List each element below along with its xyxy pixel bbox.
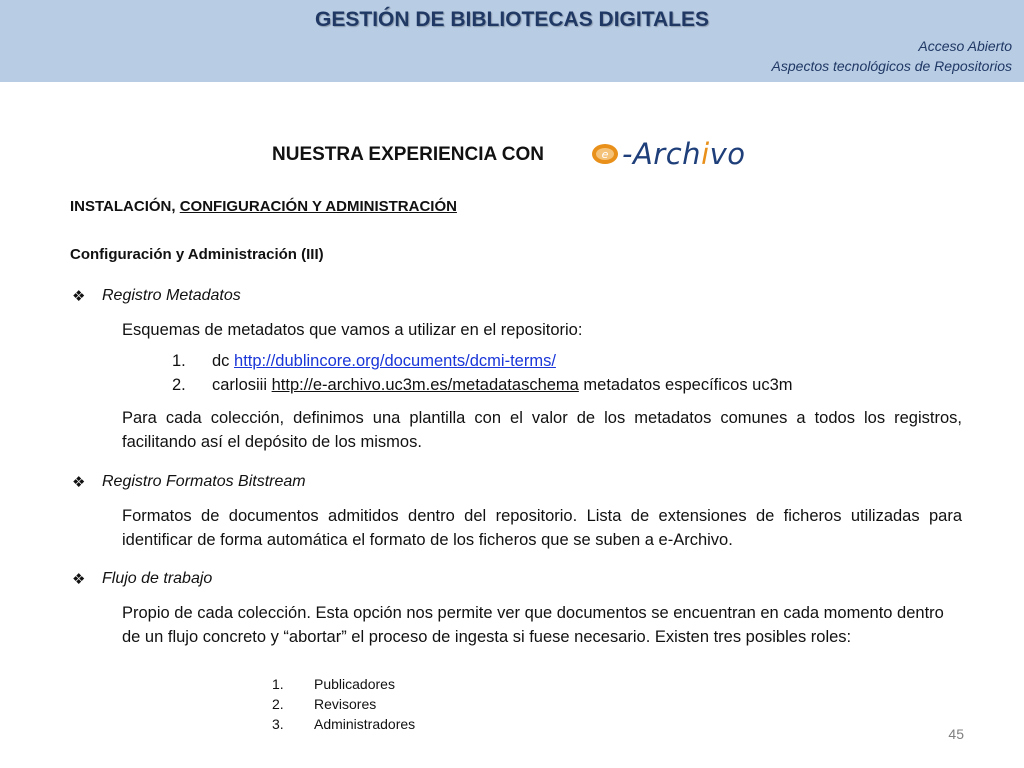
presentation-title: GESTIÓN DE BIBLIOTECAS DIGITALES (315, 8, 709, 31)
metadataschema-link[interactable]: http://e-archivo.uc3m.es/metadataschema (271, 376, 579, 394)
page-number: 45 (948, 726, 964, 742)
slide-heading-text: NUESTRA EXPERIENCIA CON (272, 144, 545, 165)
workflow-paragraph: Propio de cada colección. Esta opción nos permite ver que documentos se encuentran en cada momento dentro de un flujo concreto y “abortar” el proceso de ingesta si fuese necesario. Existen tres posibles roles: (122, 604, 944, 646)
bullet-label: Registro Metadatos (102, 287, 241, 304)
header-subtitle-1: Acceso Abierto (918, 38, 1012, 54)
list-item (172, 373, 793, 397)
role-label: Publicadores (314, 676, 395, 692)
role-label: Revisores (314, 696, 377, 712)
metadata-schema-list (172, 349, 793, 397)
bullet-registro-metadatos (72, 287, 241, 305)
header-subtitle-2: Aspectos tecnológicos de Repositorios (771, 58, 1012, 74)
list-number: 1. (272, 676, 284, 692)
subsection-title: Configuración y Administración (III) (70, 246, 324, 263)
list-item (272, 714, 415, 734)
bullet-label: Registro Formatos Bitstream (102, 473, 306, 490)
list-number: 1. (172, 352, 186, 370)
metadata-intro: Esquemas de metadatos que vamos a utilizar en el repositorio: (122, 321, 583, 339)
logo-badge-letter: e (601, 148, 609, 161)
list-item (272, 674, 415, 694)
section-title-underlined: CONFIGURACIÓN Y ADMINISTRACIÓN (179, 198, 457, 215)
diamond-bullet-icon: ❖ (72, 288, 86, 305)
list-text: dc http://dublincore.org/documents/dcmi-terms/ (212, 352, 556, 370)
role-label: Administradores (314, 716, 416, 732)
list-item (172, 349, 793, 373)
dublincore-link[interactable]: http://dublincore.org/documents/dcmi-terms/ (234, 352, 556, 370)
list-number: 2. (172, 376, 186, 394)
bullet-registro-formatos (72, 473, 306, 491)
list-number: 2. (272, 696, 284, 712)
section-title-prefix: INSTALACIÓN, (70, 198, 180, 215)
diamond-bullet-icon: ❖ (72, 571, 86, 588)
roles-list (272, 674, 415, 734)
bullet-flujo-trabajo (72, 570, 212, 588)
diamond-bullet-icon: ❖ (72, 474, 86, 491)
formats-paragraph: Formatos de documentos admitidos dentro del repositorio. Lista de extensiones de ficheros utilizadas para identificar de forma automática el formato de los ficheros que se suben a e-Archivo. (122, 507, 962, 549)
list-item (272, 694, 415, 714)
header-bar (0, 0, 1024, 82)
e-archivo-logo-badge-icon (590, 141, 620, 167)
slide-heading (0, 136, 1024, 176)
list-text: carlosiii http://e-archivo.uc3m.es/metadataschema metadatos específicos uc3m (212, 376, 793, 394)
section-title (70, 198, 457, 215)
bullet-label: Flujo de trabajo (102, 570, 213, 587)
list-number: 3. (272, 716, 284, 732)
metadata-paragraph: Para cada colección, definimos una plantilla con el valor de los metadatos comunes a todos los registros, facilitando así el depósito de los mismos. (122, 409, 962, 451)
e-archivo-logo (590, 136, 746, 172)
logo-wordmark: -Archivo (622, 137, 746, 171)
